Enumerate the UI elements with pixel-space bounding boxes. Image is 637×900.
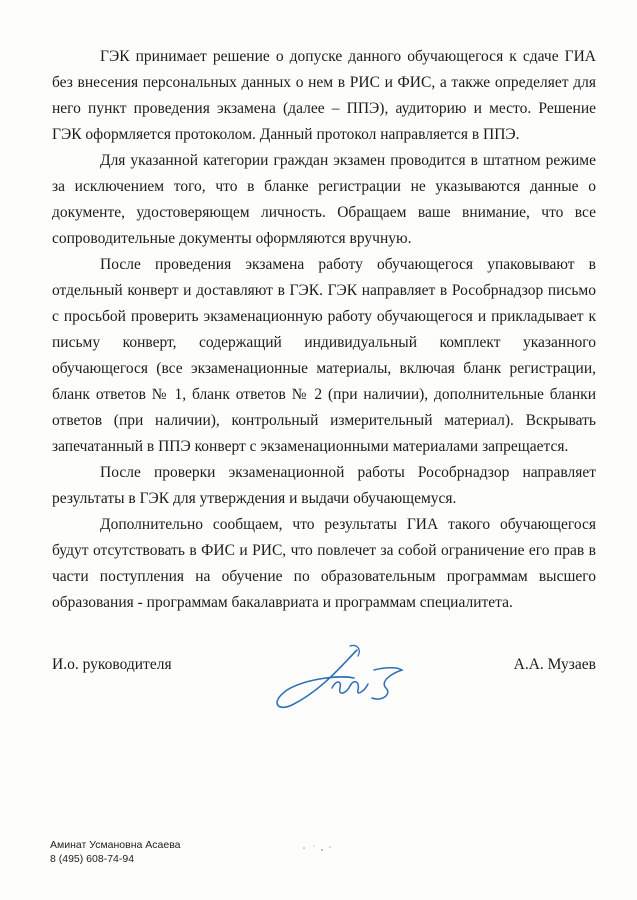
handwritten-signature (262, 640, 422, 720)
paragraph-admission-decision: ГЭК принимает решение о допуске данного обучающегося к сдаче ГИА без внесения персональных данных о нем в РИС и ФИС, а также определяет для него пункт проведения экзамена (далее – ППЭ), аудиторию и место. Решение ГЭК оформляется протоколом. Данный протокол направляется в ППЭ. (52, 48, 596, 143)
paragraph-exam-procedure: Для указанной категории граждан экзамен проводится в штатном режиме за исключением того, что в бланке регистрации не указываются данные о документе, удостоверяющем личность. Обращаем ваше внимание, что все сопроводительные документы оформляются вручную. (52, 152, 596, 247)
signatory-name: А.А. Музаев (513, 656, 596, 673)
letter-body (52, 44, 596, 616)
executor-info (50, 838, 181, 866)
executor-phone: 8 (495) 608-74-94 (50, 853, 135, 865)
paragraph-additional-notice: Дополнительно сообщаем, что результаты ГИА такого обучающегося будут отсутствовать в ФИС и РИС, что повлечет за собой ограничение его прав в части поступления на обучение по образовательным программам высшего образования - программам бакалавриата и программам специалитета. (52, 516, 596, 611)
paragraph-results-return: После проверки экзаменационной работы Рособрнадзор направляет результаты в ГЭК для утверждения и выдачи обучающемуся. (52, 464, 596, 507)
signatory-title: И.о. руководителя (52, 656, 172, 673)
paragraph-envelope-handling: После проведения экзамена работу обучающегося упаковывают в отдельный конверт и доставляют в ГЭК. ГЭК направляет в Рособрнадзор письмо с просьбой проверить экзаменационную работу обучающегося и прикладывает к письму конверт, содержащий индивидуальный комплект указанного обучающегося (все экзаменационные материалы, включая бланк регистрации, бланк ответов № 1, бланк ответов № 2 (при наличии), дополнительные бланки ответов (при наличии), контрольный измерительный материал). Вскрывать запечатанный в ППЭ конверт с экзаменационными материалами запрещается. (52, 256, 596, 455)
scan-speck-decoration (300, 842, 340, 856)
executor-name: Аминат Усмановна Асаева (50, 839, 181, 851)
